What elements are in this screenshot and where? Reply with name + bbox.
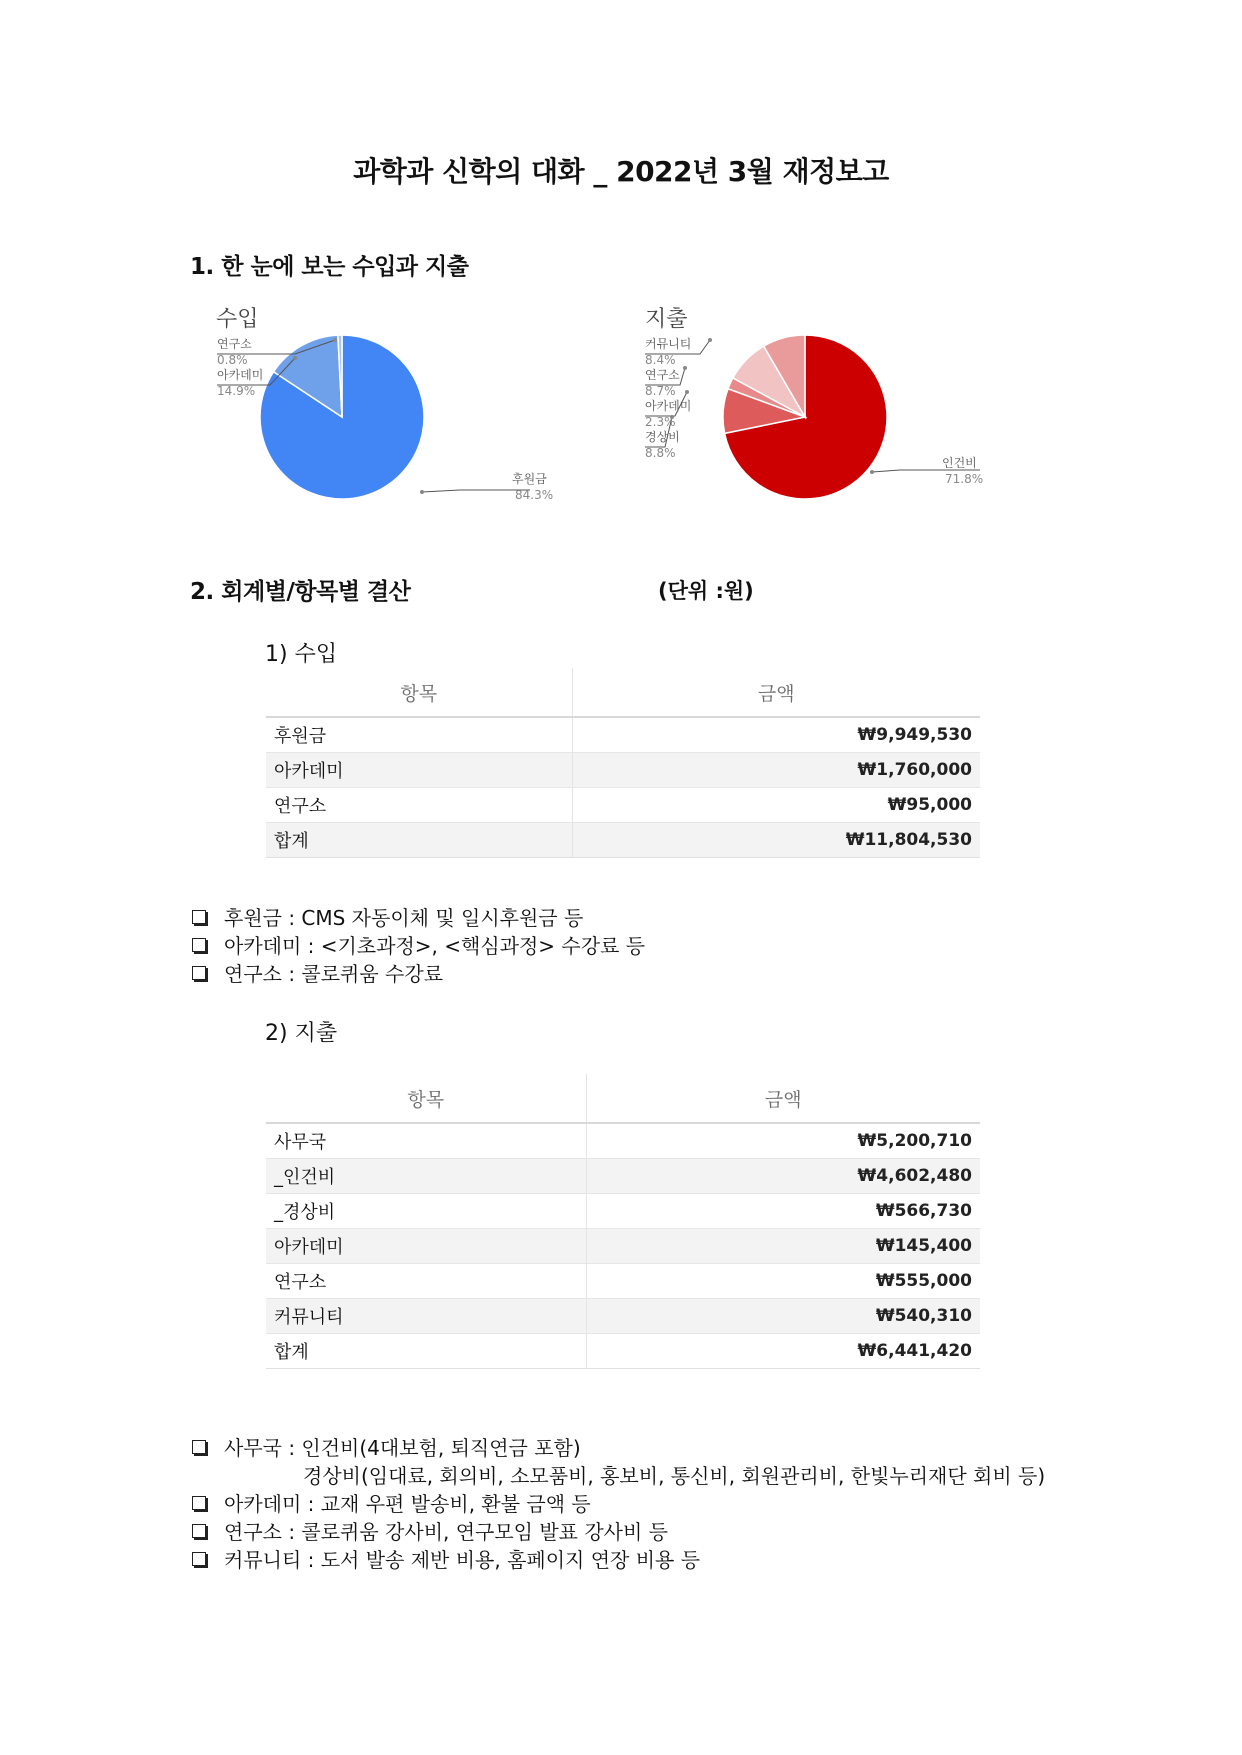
income-cell-amount: ₩9,949,530 [572,717,980,753]
table-row [266,1229,980,1264]
expense-leader-personnel-dot [870,470,874,474]
expense-pct-research: 8.7% [645,384,676,398]
expense-cell-item: 커뮤니티 [266,1299,586,1334]
income-leader-donation [422,490,530,492]
expense-pct-academy: 2.3% [645,415,676,429]
expense-pct-personnel: 71.8% [945,472,984,486]
table-row [266,717,980,753]
expense-cell-item: _경상비 [266,1194,586,1229]
expense-note-text: 커뮤니티 : 도서 발송 제반 비용, 홈페이지 연장 비용 등 [224,1548,701,1572]
income-note-text: 후원금 : CMS 자동이체 및 일시후원금 등 [224,906,584,930]
expense-leader-academy-dot [685,390,689,394]
income-cell-item: 후원금 [266,717,572,753]
document-title: 과학과 신학의 대화 _ 2022년 3월 재정보고 [353,155,889,188]
expense-header-amount: 금액 [586,1074,980,1123]
expense-header-item: 항목 [266,1074,586,1123]
income-pct-donation: 84.3% [515,488,554,502]
income-header-item: 항목 [266,668,572,717]
table-row [266,1299,980,1334]
income-leader-research-dot [333,338,337,342]
expense-table [266,1074,980,1369]
checkbox-bullet-icon [192,1496,206,1510]
expense-note [192,1488,591,1517]
income-pct-academy: 14.9% [217,384,256,398]
unit-label: (단위 :원) [658,579,754,603]
expense-label-academy: 아카데미 [645,399,692,413]
income-cell-amount: ₩95,000 [572,788,980,823]
expense-cell-item: _인건비 [266,1159,586,1194]
expense-cell-amount: ₩540,310 [586,1299,980,1334]
income-leader-academy-dot [293,356,297,360]
income-cell-item: 합계 [266,823,572,858]
income-chart-title: 수입 [216,307,259,332]
expense-leader-community-dot [708,338,712,342]
section1-heading: 1. 한 눈에 보는 수입과 지출 [190,254,469,280]
income-cell-item: 연구소 [266,788,572,823]
table-row [266,1123,980,1159]
table-row [266,1264,980,1299]
expense-label-research: 연구소 [645,368,680,382]
expense-note [192,1516,668,1545]
expense-label-community: 커뮤니티 [645,337,692,351]
income-label-research: 연구소 [217,337,252,351]
expense-label-personnel: 인건비 [942,456,977,470]
checkbox-bullet-icon [192,910,206,924]
expense-cell-item: 연구소 [266,1264,586,1299]
income-note [192,958,443,987]
expense-cell-item: 사무국 [266,1123,586,1159]
income-table [266,668,980,858]
section2-heading: 2. 회계별/항목별 결산 [190,579,411,605]
expense-note [192,1544,700,1573]
expense-subheading: 2) 지출 [265,1021,338,1046]
income-pct-research: 0.8% [217,353,248,367]
expense-cell-item: 아카데미 [266,1229,586,1264]
table-row [266,788,980,823]
income-note [192,902,583,931]
checkbox-bullet-icon [192,1440,206,1454]
income-note [192,930,645,959]
expense-cell-item: 합계 [266,1334,586,1369]
expense-cell-amount: ₩555,000 [586,1264,980,1299]
income-header-amount: 금액 [572,668,980,717]
checkbox-bullet-icon [192,1552,206,1566]
expense-note-text: 사무국 : 인건비(4대보험, 퇴직연금 포함) [224,1436,581,1460]
expense-cell-amount: ₩5,200,710 [586,1123,980,1159]
expense-chart-title: 지출 [645,307,688,332]
table-row [266,1159,980,1194]
expense-label-operating: 경상비 [645,430,680,444]
expense-note-text: 연구소 : 콜로퀴움 강사비, 연구모임 발표 강사비 등 [224,1520,668,1544]
table-row [266,753,980,788]
expense-cell-amount: ₩566,730 [586,1194,980,1229]
income-label-academy: 아카데미 [217,368,264,382]
expense-cell-amount: ₩4,602,480 [586,1159,980,1194]
expense-cell-amount: ₩6,441,420 [586,1334,980,1369]
checkbox-bullet-icon [192,966,206,980]
table-row [266,1194,980,1229]
table-row [266,823,980,858]
income-cell-amount: ₩11,804,530 [572,823,980,858]
expense-leader-research-dot [683,366,687,370]
table-row [266,1334,980,1369]
income-cell-item: 아카데미 [266,753,572,788]
checkbox-bullet-icon [192,938,206,952]
expense-note [192,1432,581,1461]
income-note-text: 연구소 : 콜로퀴움 수강료 [224,962,444,986]
income-subheading: 1) 수입 [265,642,338,667]
income-label-donation: 후원금 [512,472,547,486]
checkbox-bullet-icon [192,1524,206,1538]
expense-note-continuation: 경상비(임대료, 회의비, 소모품비, 홍보비, 통신비, 회원관리비, 한빛누리재단 회비 등) [303,1464,1046,1488]
expense-note-text: 아카데미 : 교재 우편 발송비, 환불 금액 등 [224,1492,591,1516]
income-cell-amount: ₩1,760,000 [572,753,980,788]
income-leader-donation-dot [420,490,424,494]
expense-cell-amount: ₩145,400 [586,1229,980,1264]
income-note-text: 아카데미 : <기초과정>, <핵심과정> 수강료 등 [224,934,646,958]
expense-pct-community: 8.4% [645,353,676,367]
expense-pct-operating: 8.8% [645,446,676,460]
